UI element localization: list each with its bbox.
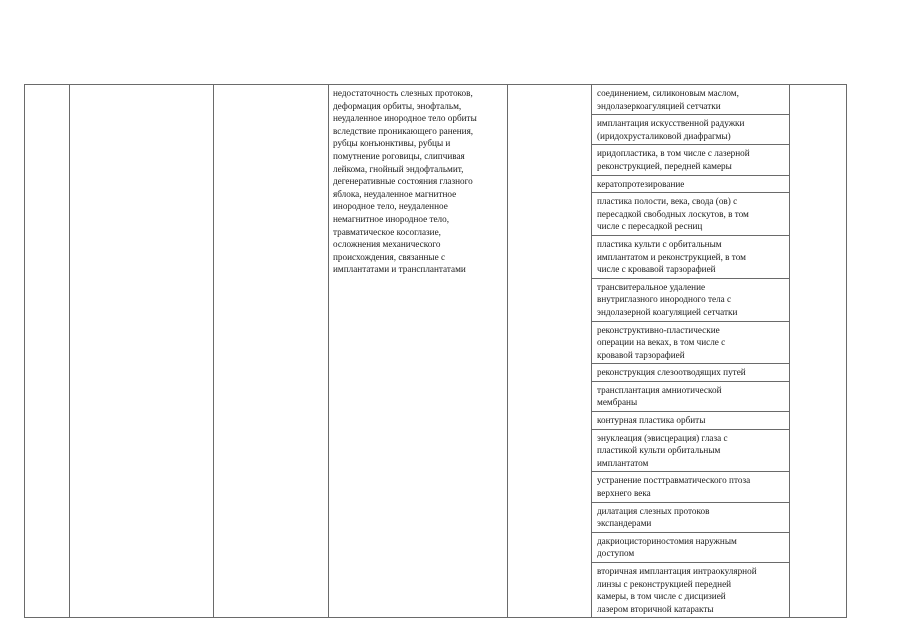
list-item	[592, 412, 789, 430]
procedure-text: контурная пластика орбиты	[592, 412, 789, 430]
procedure-text: вторичная имплантация интраокулярной линзы с реконструкцией передней камеры, в том числе с дисцизией лазером вторичной катаракты	[597, 566, 757, 614]
procedure-text: пластика культи с орбитальным имплантатом и реконструкцией, в том числе с кровавой тарзорафией	[592, 235, 789, 278]
medical-procedures-table	[24, 84, 847, 618]
procedures-cell	[592, 85, 790, 618]
list-item	[592, 145, 789, 175]
list-item	[592, 321, 789, 364]
list-item	[592, 532, 789, 562]
list-item	[592, 381, 789, 411]
diagnosis-cell	[329, 85, 508, 618]
list-item	[592, 472, 789, 502]
diagnosis-text: недостаточность слезных протоков, деформация орбиты, энофтальм, неудаленное инородное тело орбиты вследствие проникающего ранения, рубцы конъюнктивы, рубцы и помутнение роговицы, слипчивая лейкома, гнойный эндофтальмит, дегенеративные состояния глазного яблока, неудаленное магнитное инородное тело, неудаленное немагнитное инородное тело, травматическое косоглазие, осложнения механического происхождения, связанные с имплантатами и трансплантатами	[333, 88, 477, 275]
list-item	[592, 115, 789, 145]
list-item	[592, 193, 789, 236]
procedure-text: иридопластика, в том числе с лазерной реконструкцией, передней камеры	[592, 145, 789, 175]
table-row	[25, 85, 847, 618]
procedure-text: соединением, силиконовым маслом, эндолазеркоагуляцией сетчатки	[592, 85, 789, 115]
procedure-text: трансплантация амниотической мембраны	[592, 381, 789, 411]
list-item	[592, 85, 789, 115]
number-cell	[25, 85, 70, 618]
list-item	[592, 563, 789, 618]
list-item	[592, 175, 789, 193]
procedure-text: пластика полости, века, свода (ов) с пересадкой свободных лоскутов, в том числе с пересадкой ресниц	[592, 193, 789, 236]
list-item	[592, 235, 789, 278]
list-item	[592, 278, 789, 321]
procedure-text: трансвитеральное удаление внутриглазного инородного тела с эндолазерной коагуляцией сетчатки	[592, 278, 789, 321]
code-cell	[214, 85, 329, 618]
list-item	[592, 364, 789, 382]
procedure-text: энуклеация (эвисцерация) глаза с пластикой культи орбитальным имплантатом	[592, 429, 789, 472]
procedures-list	[592, 85, 789, 617]
procedure-text: дакриоцисториностомия наружным доступом	[592, 532, 789, 562]
cost-cell	[790, 85, 847, 618]
list-item	[592, 429, 789, 472]
procedure-text: кератопротезирование	[592, 175, 789, 193]
list-item	[592, 502, 789, 532]
profile-cell	[70, 85, 214, 618]
treatment-model-cell	[508, 85, 592, 618]
procedure-text: реконструкция слезоотводящих путей	[592, 364, 789, 382]
procedure-text: имплантация искусственной радужки (иридохрусталиковой диафрагмы)	[592, 115, 789, 145]
procedure-text: дилатация слезных протоков экспандерами	[592, 502, 789, 532]
procedure-text: устранение посттравматического птоза верхнего века	[592, 472, 789, 502]
procedure-text: реконструктивно-пластические операции на веках, в том числе с кровавой тарзорафией	[592, 321, 789, 364]
